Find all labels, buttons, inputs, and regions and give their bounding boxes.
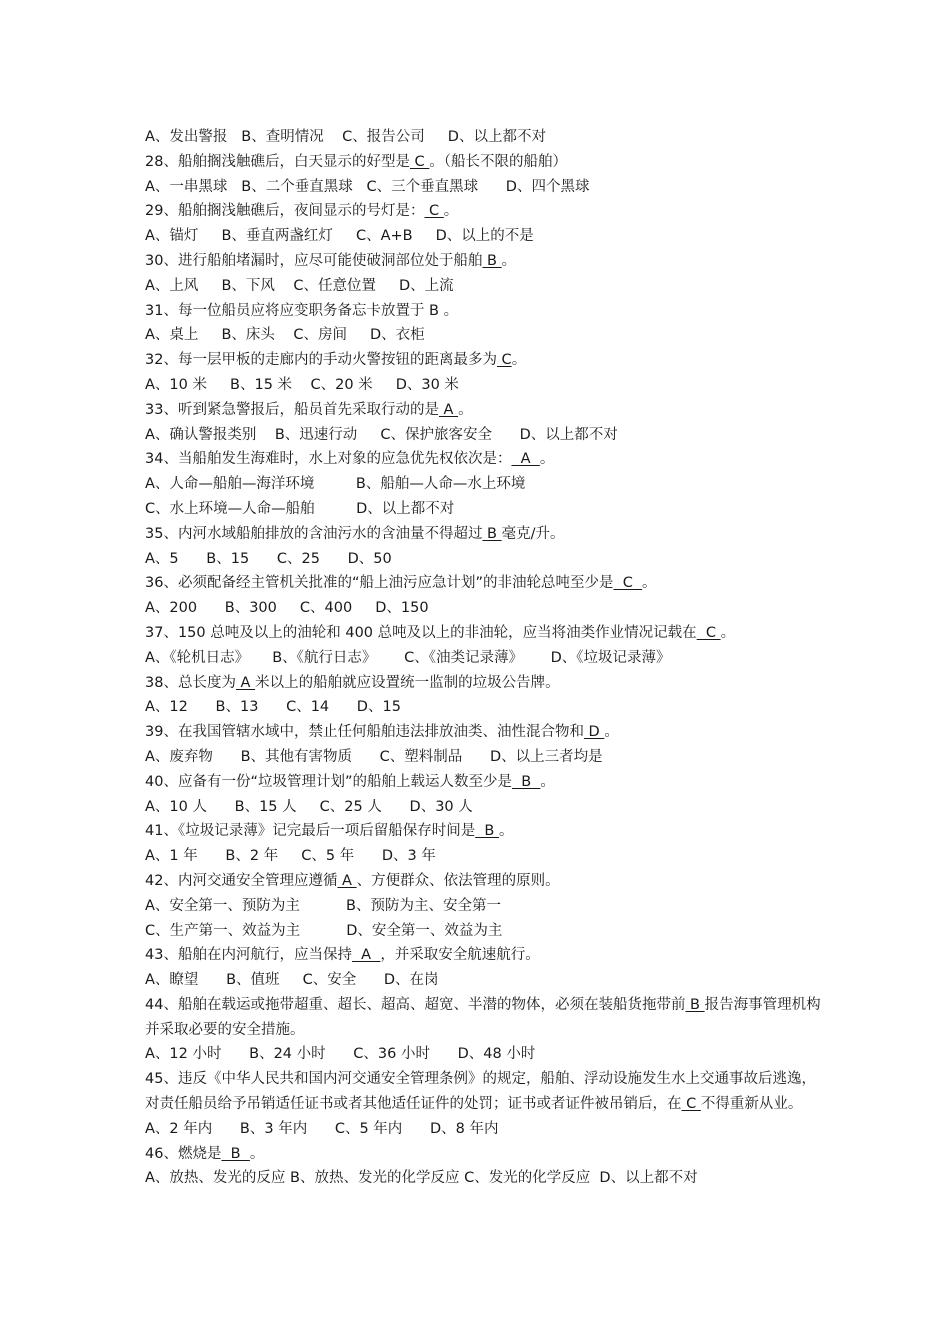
line-suffix: 报告海事管理机构并采取必要的安全措施。 (145, 996, 821, 1038)
text-line (145, 547, 825, 572)
text-line (145, 745, 825, 770)
document-page (145, 125, 825, 1191)
answer-blank: B (482, 252, 502, 269)
line-text: A、桌上 B、床头 C、房间 D、衣柜 (145, 327, 425, 344)
text-line (145, 1042, 825, 1067)
text-line (145, 671, 825, 696)
text-line (145, 224, 825, 249)
line-text: A、12 小时 B、24 小时 C、36 小时 D、48 小时 (145, 1046, 536, 1063)
line-text: A、10 米 B、15 米 C、20 米 D、30 米 (145, 376, 459, 393)
line-suffix: 。 (540, 773, 555, 790)
text-line (145, 1067, 825, 1117)
text-line (145, 522, 825, 547)
line-text: A、12 B、13 C、14 D、15 (145, 699, 401, 716)
line-suffix: 米以上的船舶就应设置统一监制的垃圾公告牌。 (255, 674, 560, 691)
text-line (145, 497, 825, 522)
line-text: A、瞭望 B、值班 C、安全 D、在岗 (145, 972, 439, 989)
line-suffix: 。 (458, 401, 473, 418)
line-text: 34、当船舶发生海难时，水上对象的应急优先权依次是： (145, 451, 512, 468)
line-text: 45、违反《中华人民共和国内河交通安全管理条例》的规定，船舶、浮动设施发生水上交通事故后逃逸，对责任船员给予吊销适任证书或者其他适任证件的处罚；证书或者证件被吊销后，在 (145, 1071, 816, 1113)
line-suffix: 。 (539, 451, 555, 468)
line-text: 43、船舶在内河航行，应当保持 (145, 947, 352, 964)
line-text: A、放热、发光的反应 B、放热、发光的化学反应 C、发光的化学反应 D、以上都不对 (145, 1170, 698, 1187)
text-line (145, 199, 825, 224)
text-line (145, 274, 825, 299)
text-line (145, 993, 825, 1043)
line-text: A、安全第一、预防为主 B、预防为主、安全第一 (145, 897, 501, 914)
text-line (145, 695, 825, 720)
line-suffix: ，并采取安全航速航行。 (380, 947, 540, 964)
line-suffix: 不得重新从业。 (700, 1096, 803, 1113)
line-suffix: 。 (249, 1145, 265, 1162)
line-suffix: 。 (642, 575, 657, 592)
line-text: A、上风 B、下风 C、任意位置 D、上流 (145, 277, 454, 294)
line-text: 38、总长度为 (145, 674, 236, 691)
line-suffix: 。（船长不限的船舶） (429, 153, 568, 170)
answer-blank: A (351, 947, 381, 964)
text-line (145, 175, 825, 200)
answer-blank: C (696, 624, 721, 641)
text-line (145, 1166, 825, 1191)
text-line (145, 770, 825, 795)
line-text: C、水上环境—人命—船舶 D、以上都不对 (145, 500, 455, 517)
text-line (145, 125, 825, 150)
line-suffix: 。 (511, 352, 527, 369)
answer-blank: C (681, 1096, 701, 1113)
line-text: 31、每一位船员应将应变职务备忘卡放置于 B 。 (145, 302, 459, 319)
text-line (145, 646, 825, 671)
text-line (145, 571, 825, 596)
text-line (145, 373, 825, 398)
line-text: A、锚灯 B、垂直两盏红灯 C、A+B D、以上的不是 (145, 228, 534, 245)
text-line (145, 423, 825, 448)
answer-blank: C (613, 575, 643, 592)
line-text: A、2 年内 B、3 年内 C、5 年内 D、8 年内 (145, 1120, 499, 1137)
text-line (145, 943, 825, 968)
text-line (145, 299, 825, 324)
answer-blank: B (482, 525, 502, 542)
line-text: 30、进行船舶堵漏时，应尽可能使破洞部位处于船舶 (145, 252, 483, 269)
text-line (145, 968, 825, 993)
line-text: A、发出警报 B、查明情况 C、报告公司 D、以上都不对 (145, 129, 546, 145)
line-suffix: 、方便群众、依法管理的原则。 (356, 872, 560, 889)
line-text: 28、船舶搁浅触礁后，白天显示的好型是 (145, 153, 410, 170)
text-line (145, 819, 825, 844)
line-suffix: 。 (604, 724, 619, 741)
line-text: 39、在我国管辖水域中，禁止任何船舶违法排放油类、油性混合物和 (145, 724, 584, 741)
line-text: A、确认警报类别 B、迅速行动 C、保护旅客安全 D、以上都不对 (145, 426, 618, 443)
line-text: 44、船舶在载运或拖带超重、超长、超高、超宽、半潜的物体，必须在装船货拖带前 (145, 996, 686, 1013)
text-line (145, 596, 825, 621)
line-text: C、生产第一、效益为主 D、安全第一、效益为主 (145, 922, 503, 939)
line-text: 35、内河水域船舶排放的含油污水的含油量不得超过 (145, 525, 483, 542)
text-line (145, 795, 825, 820)
line-suffix: 。 (443, 203, 459, 220)
line-text: A、《轮机日志》 B、《航行日志》 C、《油类记录薄》 D、《垃圾记录薄》 (145, 649, 671, 666)
line-text: 40、应备有一份“垃圾管理计划”的船舶上载运人数至少是 (145, 773, 512, 790)
line-text: 41、《垃圾记录薄》记完最后一项后留船保存时间是 (145, 823, 476, 840)
text-line (145, 621, 825, 646)
answer-blank: C (424, 203, 444, 220)
text-line (145, 249, 825, 274)
answer-blank: B (221, 1145, 250, 1162)
line-text: 32、每一层甲板的走廊内的手动火警按钮的距离最多为 (145, 352, 497, 369)
line-suffix: 。 (501, 252, 517, 269)
answer-blank: C (496, 352, 512, 369)
answer-blank: A (511, 451, 540, 468)
answer-blank: B (475, 823, 499, 840)
line-text: 46、燃烧是 (145, 1145, 222, 1162)
line-text: 42、内河交通安全管理应遵循 (145, 872, 338, 889)
text-line (145, 472, 825, 497)
answer-blank: A (337, 872, 357, 889)
text-line (145, 348, 825, 373)
line-text: A、一串黑球 B、二个垂直黑球 C、三个垂直黑球 D、四个黑球 (145, 178, 590, 195)
text-line (145, 869, 825, 894)
answer-blank: D (583, 724, 605, 741)
text-line (145, 1117, 825, 1142)
line-suffix: 。 (498, 823, 514, 840)
answer-blank: A (438, 401, 459, 418)
line-suffix: 。 (720, 624, 736, 641)
line-text: A、1 年 B、2 年 C、5 年 D、3 年 (145, 848, 436, 865)
text-line (145, 894, 825, 919)
line-text: A、10 人 B、15 人 C、25 人 D、30 人 (145, 798, 473, 815)
text-line (145, 844, 825, 869)
line-text: A、废弃物 B、其他有害物质 C、塑料制品 D、以上三者均是 (145, 748, 603, 765)
line-text: A、人命—船舶—海洋环境 B、船舶—人命—水上环境 (145, 476, 526, 493)
answer-blank: A (235, 674, 256, 691)
answer-blank: C (409, 153, 430, 170)
text-line (145, 398, 825, 423)
answer-blank: B (685, 996, 705, 1013)
line-text: A、5 B、15 C、25 D、50 (145, 550, 392, 567)
text-line (145, 720, 825, 745)
line-text: 36、必须配备经主管机关批准的“船上油污应急计划”的非油轮总吨至少是 (145, 575, 614, 592)
answer-blank: B (511, 773, 541, 790)
text-line (145, 919, 825, 944)
text-line (145, 323, 825, 348)
line-text: 29、船舶搁浅触礁后，夜间显示的号灯是： (145, 203, 425, 220)
line-text: 33、听到紧急警报后，船员首先采取行动的是 (145, 401, 439, 418)
text-line (145, 447, 825, 472)
text-line (145, 1142, 825, 1167)
line-suffix: 毫克/升。 (501, 525, 565, 542)
line-text: A、200 B、300 C、400 D、150 (145, 600, 429, 617)
line-text: 37、150 总吨及以上的油轮和 400 总吨及以上的非油轮，应当将油类作业情况记载在 (145, 624, 697, 641)
text-line (145, 150, 825, 175)
